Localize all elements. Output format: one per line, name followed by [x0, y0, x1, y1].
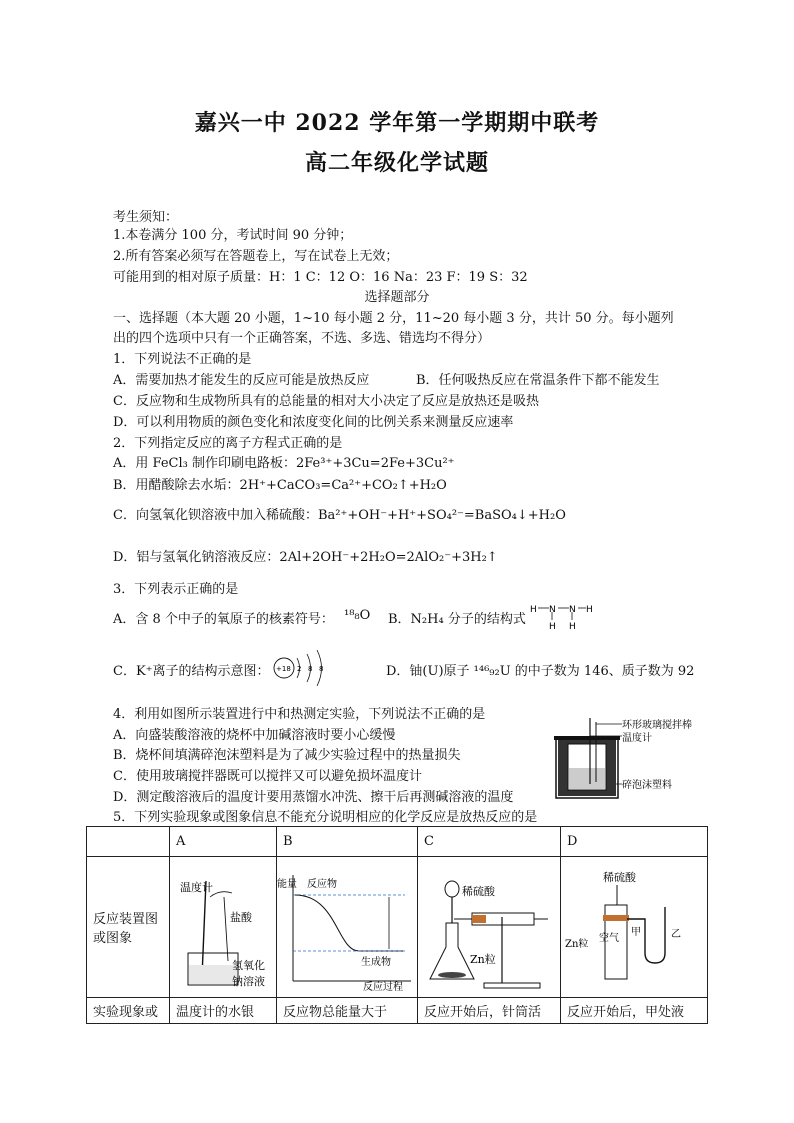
q1-option-c: C．反应物和生成物所具有的总能量的相对大小决定了反应是放热还是吸热: [113, 394, 539, 409]
fig-label: 空气: [599, 933, 619, 944]
fig-cell-d: [561, 857, 708, 998]
q5-table: [86, 826, 708, 1024]
fig-label: 温度计: [622, 733, 652, 744]
q3-option-a: A．含 8 个中子的氧原子的核素符号：: [113, 612, 334, 627]
struct-atom: H: [530, 605, 537, 615]
table-cell: 温度计的水银: [170, 998, 277, 1024]
struct-atom: H: [549, 622, 556, 632]
fig-cell-c: [418, 857, 561, 998]
fig-d-tube: [561, 857, 707, 993]
fig-a-beaker: [170, 857, 276, 993]
struct-atom: H: [569, 622, 576, 632]
struct-atom: H: [586, 605, 593, 615]
shell-electrons: 8: [308, 665, 313, 673]
fig-label: Zn粒: [470, 953, 496, 966]
atomic-mass: 可能用到的相对原子质量：H：1 C：12 O：16 Na：23 F：19 S：32: [113, 270, 528, 285]
fig-label: 反应物: [307, 879, 337, 890]
fig-cell-b: [277, 857, 418, 998]
q3-option-a-symbol: ¹⁸₈O: [344, 608, 371, 623]
fig-label: 反应过程: [363, 982, 403, 993]
fig-label: 钠溶液: [232, 975, 265, 988]
fig-label: 甲: [631, 927, 641, 938]
table-header: D: [561, 827, 708, 857]
notice-2: 2.所有答案必须写在答题卷上，写在试卷上无效；: [113, 249, 399, 264]
q3-option-d: D．铀(U)原子 ¹⁴⁶₉₂U 的中子数为 146、质子数为 92: [386, 664, 695, 679]
fig-label: 温度计: [180, 881, 213, 894]
q2-option-d: D．铝与氢氧化钠溶液反应：2Al+2OH⁻+2H₂O=2AlO₂⁻+3H₂↑: [113, 550, 498, 565]
q2-option-b: B．用醋酸除去水垢：2H⁺+CaCO₃=Ca²⁺+CO₂↑+H₂O: [113, 478, 447, 493]
table-cell: 反应开始后，甲处液: [561, 998, 708, 1024]
q4-stem: 4．利用如图所示装置进行中和热测定实验，下列说法不正确的是: [113, 707, 486, 722]
notice-heading: 考生须知：: [113, 210, 179, 225]
q3-option-b: B．N₂H₄ 分子的结构式: [388, 612, 526, 627]
table-row: [87, 998, 708, 1024]
fig-label: 稀硫酸: [603, 871, 636, 884]
table-row: [87, 857, 708, 998]
fig-label: 能量: [277, 879, 297, 890]
fig-cell-a: [170, 857, 277, 998]
fig-b-energy: [277, 857, 417, 993]
section-intro-1: 一、选择题（本大题 20 小题，1~10 每小题 2 分，11~20 每小题 3 分，共计 50 分。每小题列: [113, 311, 674, 326]
table-row: [87, 827, 708, 857]
fig-label: 乙: [671, 929, 681, 940]
q4-option-b: B．烧杯间填满碎泡沫塑料是为了减少实验过程中的热量损失: [113, 748, 461, 763]
q3-stem: 3．下列表示正确的是: [113, 582, 239, 597]
q2-stem: 2．下列指定反应的离子方程式正确的是: [113, 436, 343, 451]
fig-label: 生成物: [361, 957, 391, 968]
q1-option-a: A．需要加热才能发生的反应可能是放热反应: [113, 373, 370, 388]
q2-option-c: C．向氢氧化钡溶液中加入稀硫酸：Ba²⁺+OH⁻+H⁺+SO₄²⁻=BaSO₄↓+H₂O: [113, 508, 566, 523]
section-intro-2: 出的四个选项中只有一个正确答案，不选、多选、错选均不得分）: [113, 331, 491, 346]
shell-electrons: 2: [297, 665, 302, 673]
shell-electrons: 8: [319, 665, 324, 673]
fig-label: 环形玻璃搅拌棒: [622, 720, 692, 731]
k-ion-diagram: [270, 646, 332, 690]
q2-option-a: A．用 FeCl₃ 制作印刷电路板：2Fe³⁺+3Cu=2Fe+3Cu²⁺: [113, 456, 455, 471]
fig-label: 碎泡沫塑料: [622, 780, 672, 791]
section-title: 选择题部分: [364, 290, 430, 305]
struct-atom: N: [569, 605, 576, 615]
table-cell: 反应物总能量大于: [277, 998, 418, 1024]
q4-option-d: D．测定酸溶液后的温度计要用蒸馏水冲洗、擦干后再测碱溶液的温度: [113, 790, 514, 805]
q1-stem: 1．下列说法不正确的是: [113, 352, 252, 367]
calorimeter-figure: [552, 714, 742, 800]
title-main: 嘉兴一中 2022 学年第一学期期中联考: [194, 110, 600, 136]
table-cell: 反应开始后，针筒活: [418, 998, 561, 1024]
table-header: A: [170, 827, 277, 857]
fig-label: 稀硫酸: [462, 885, 495, 898]
table-header: B: [277, 827, 418, 857]
nucleus-charge: +18: [276, 665, 291, 673]
table-cell: 反应装置图或图象: [87, 857, 170, 998]
title-sub: 高二年级化学试题: [304, 150, 489, 176]
q1-option-b: B．任何吸热反应在常温条件下都不能发生: [416, 373, 660, 388]
struct-atom: N: [549, 605, 556, 615]
table-header: C: [418, 827, 561, 857]
q3-option-c: C．K⁺离子的结构示意图：: [113, 664, 270, 679]
notice-1: 1.本卷满分 100 分，考试时间 90 分钟；: [113, 228, 353, 243]
fig-label: 氢氧化: [232, 959, 265, 972]
fig-label: Zn粒: [565, 939, 589, 950]
q1-option-d: D．可以利用物质的颜色变化和浓度变化间的比例关系来测量反应速率: [113, 415, 514, 430]
table-cell: 实验现象或: [87, 998, 170, 1024]
q5-stem: 5．下列实验现象或图象信息不能充分说明相应的化学反应是放热反应的是: [113, 810, 538, 825]
table-header: [87, 827, 170, 857]
fig-c-flask: [418, 857, 560, 993]
q4-option-c: C．使用玻璃搅拌器既可以搅拌又可以避免损坏温度计: [113, 769, 422, 784]
n2h4-structure: [528, 598, 596, 632]
fig-label: 盐酸: [230, 911, 252, 924]
q4-option-a: A．向盛装酸溶液的烧杯中加碱溶液时要小心缓慢: [113, 728, 396, 743]
